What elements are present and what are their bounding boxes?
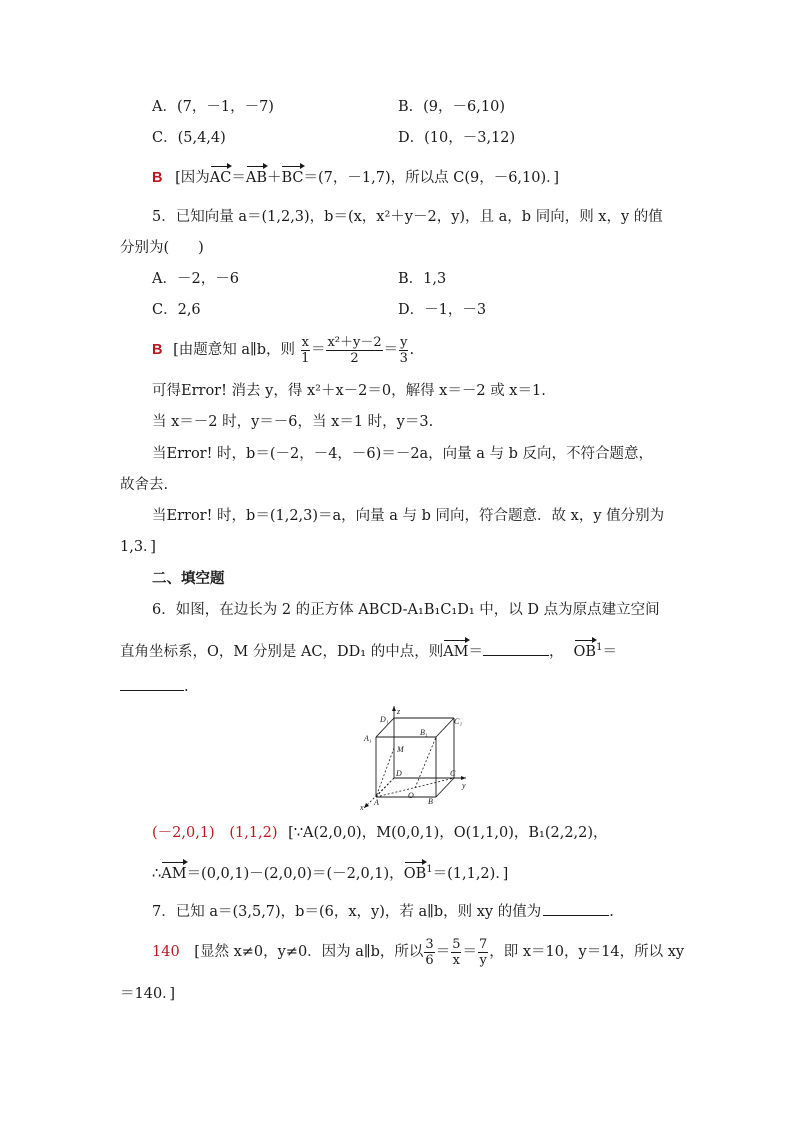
q6-stem-line3: . — [120, 676, 189, 697]
q4-explanation: B [因为AC＝AB＋BC＝(7，－1,7)，所以点 C(9，－6,10)．] — [152, 170, 560, 186]
fraction: $\frac{5}{x}$ — [452, 936, 461, 968]
q5-explanation-line6: 当Error! 时，b＝(1,2,3)＝a，向量 a 与 b 同向，符合题意．故 x，y 值分别为 — [152, 508, 665, 524]
label-x: x — [360, 803, 364, 812]
q6-explanation-line1: (－2,0,1) (1,1,2) [∵A(2,0,0)，M(0,0,1)，O(1,1,0)，B₁(2,2,2)， — [152, 825, 608, 841]
q4-answer: B — [152, 170, 163, 186]
q7-answer: 140 — [152, 944, 180, 960]
q5-explanation-line4: 当Error! 时，b＝(－2，－4，－6)＝－2a，向量 a 与 b 反向，不符合题意， — [152, 446, 654, 462]
q5-stem-line1: 5．已知向量 a＝(1,2,3)，b＝(x，x²＋y－2，y)，且 a，b 同向，则 x，y 的值 — [152, 209, 663, 225]
label-b: B — [428, 797, 433, 806]
vector-bc: BC — [281, 170, 304, 186]
vector-ob1: OB — [403, 865, 427, 882]
q4-option-b: B．(9，－6,10) — [398, 99, 505, 115]
label-a: A — [374, 798, 379, 807]
q5-explanation-line7: 1,3．] — [120, 539, 156, 555]
vector-ob1: OB — [573, 643, 597, 660]
q6-explanation-line2: ∴AM＝(0,0,1)－(2,0,0)＝(－2,0,1)，$OB^1=(1,1,2)$．] — [152, 864, 509, 882]
answer-blank[interactable] — [120, 676, 184, 691]
q4-option-a: A．(7，－1，－7) — [152, 99, 274, 115]
fraction: $\frac{7}{y}$ — [478, 936, 488, 968]
label-c1: C₁ — [454, 717, 463, 726]
label-d: D — [396, 769, 402, 778]
q5-explanation-line1: B [由题意知 a∥b，则 $\frac{x}{1}$ ＝ $\frac{\text{x²＋y－2}}{2}$ ＝ $\frac{y}{3}$ . — [152, 334, 415, 366]
cube-edges — [376, 706, 466, 797]
q6-stem-line1: 6．如图，在边长为 2 的正方体 ABCD-A₁B₁C₁D₁ 中，以 D 点为原点建立空间 — [152, 602, 660, 618]
q5-option-a: A．－2，－6 — [152, 271, 239, 287]
vector-ab: AB — [245, 170, 267, 186]
q5-option-b: B．1,3 — [398, 271, 447, 287]
answer-blank[interactable] — [543, 901, 609, 916]
q6-stem-line2: 直角坐标系，O，M 分别是 AC，DD₁ 的中点，则AM＝ ， $OB^1=$ — [120, 642, 617, 660]
q7-explanation-line1: 140 [显然 x≠0，y≠0．因为 a∥b，所以 $\frac{3}{6}$ ＝ $\frac{5}{x}$ ＝ $\frac{7}{y}$ ，即 x＝10，y＝14，所以 xy — [152, 936, 685, 968]
q5-stem-line2: 分别为( ) — [120, 240, 204, 256]
vector-am: AM — [443, 643, 469, 660]
q7-explanation-line2: ＝140．] — [120, 986, 176, 1002]
q5-explanation-line2: 可得Error! 消去 y，得 x²＋x－2＝0，解得 x＝－2 或 x＝1. — [152, 383, 546, 399]
answer-blank[interactable] — [483, 641, 549, 656]
section-heading: 二、填空题 — [152, 571, 225, 587]
q6-answer-1: (－2,0,1) — [152, 825, 215, 841]
fraction: $\frac{x}{1}$ — [301, 334, 310, 366]
q5-option-c: C．2,6 — [152, 302, 201, 318]
q6-answer-2: (1,1,2) — [229, 825, 278, 841]
q4-option-d: D．(10，－3,12) — [398, 130, 516, 146]
fraction: $\frac{3}{6}$ — [425, 936, 434, 968]
label-z: z — [397, 707, 401, 716]
label-b1: B₁ — [420, 728, 428, 737]
label-o: O — [408, 791, 414, 800]
vector-ac: AC — [209, 170, 232, 186]
label-d1: D₁ — [380, 715, 389, 724]
q5-explanation-line5: 故舍去. — [120, 477, 169, 493]
vector-am: AM — [161, 865, 187, 882]
q5-answer: B — [152, 342, 163, 358]
q5-option-d: D．－1，－3 — [398, 302, 487, 318]
label-a1: A₁ — [364, 734, 372, 743]
q4-option-c: C．(5,4,4) — [152, 130, 226, 146]
label-c: C — [450, 769, 456, 778]
q7-stem: 7．已知 a＝(3,5,7)，b＝(6，x，y)，若 a∥b，则 xy 的值为 . — [152, 901, 614, 922]
label-m: M — [397, 745, 404, 754]
q5-explanation-line3: 当 x＝－2 时，y＝－6，当 x＝1 时，y＝3. — [152, 414, 434, 430]
fraction: $\frac{\text{x²＋y－2}}{2}$ — [327, 334, 382, 366]
cube-diagram — [356, 704, 476, 812]
label-y: y — [462, 781, 466, 790]
fraction: $\frac{y}{3}$ — [399, 334, 408, 366]
